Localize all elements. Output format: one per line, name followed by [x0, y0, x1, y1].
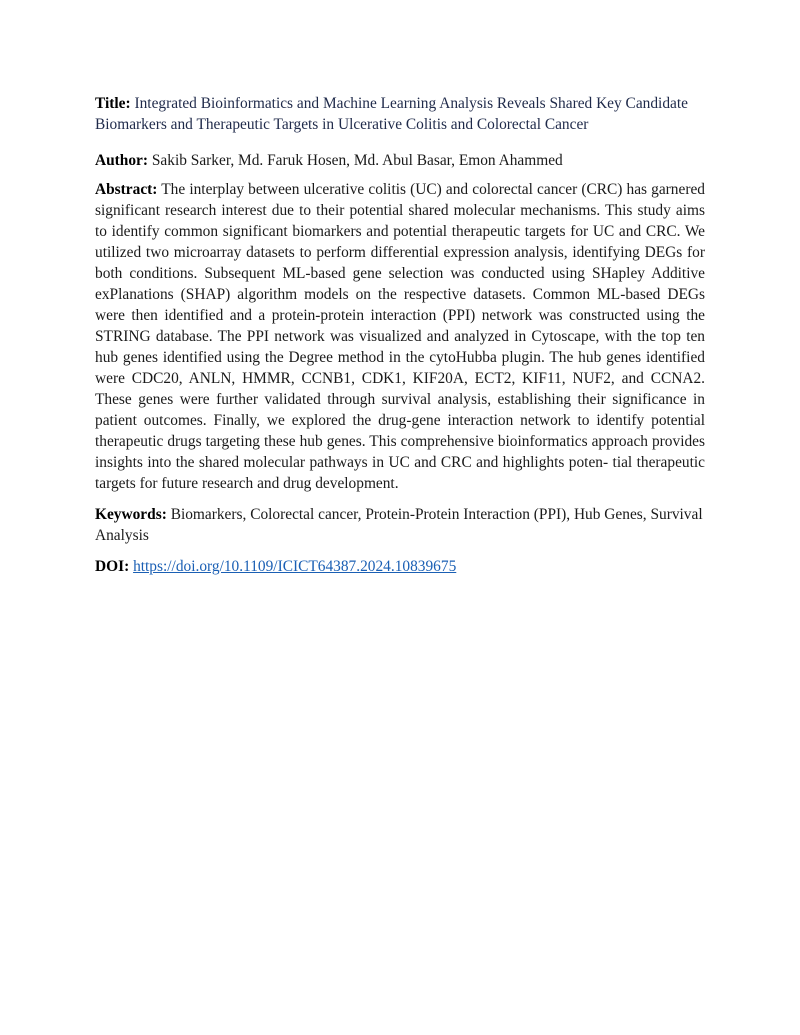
author-block [95, 150, 705, 171]
title-label: Title: [95, 95, 131, 112]
keywords-text: Biomarkers, Colorectal cancer, Protein-Protein Interaction (PPI), Hub Genes, Survival Analysis [95, 506, 703, 544]
doi-link[interactable]: https://doi.org/10.1109/ICICT64387.2024.10839675 [133, 558, 457, 575]
abstract-label: Abstract: [95, 181, 158, 198]
doi-block [95, 556, 705, 577]
doi-label: DOI: [95, 558, 130, 575]
abstract-text: The interplay between ulcerative colitis (UC) and colorectal cancer (CRC) has garnered significant research interest due to their potential shared molecular mechanisms. This study aims to identify common significant biomarkers and potential therapeutic targets for UC and CRC. We utilized two microarray datasets to perform differential expression analysis, identifying DEGs for both conditions. Subsequent ML-based gene selection was conducted using SHapley Additive exPlanations (SHAP) algorithm models on the respective datasets. Common ML-based DEGs were then identified and a protein-protein interaction (PPI) network was constructed using the STRING database. The PPI network was visualized and analyzed in Cytoscape, with the top ten hub genes identified using the Degree method in the cytoHubba plugin. The hub genes identified were CDC20, ANLN, HMMR, CCNB1, CDK1, KIF20A, ECT2, KIF11, NUF2, and CCNA2. These genes were further validated through survival analysis, establishing their significance in patient outcomes. Finally, we explored the drug-gene interaction network to identify potential therapeutic drugs targeting these hub genes. This comprehensive bioinformatics approach provides insights into the shared molecular pathways in UC and CRC and highlights poten- tial therapeutic targets for future research and drug development. [95, 181, 705, 492]
abstract-block [95, 179, 705, 494]
title-block [95, 93, 705, 135]
title-text: Integrated Bioinformatics and Machine Learning Analysis Reveals Shared Key Candidate Biomarkers and Therapeutic Targets in Ulcerative Colitis and Colorectal Cancer [95, 95, 688, 133]
keywords-block [95, 504, 705, 546]
author-label: Author: [95, 152, 149, 169]
keywords-label: Keywords: [95, 506, 167, 523]
document-page [95, 93, 705, 577]
author-names: Sakib Sarker, Md. Faruk Hosen, Md. Abul Basar, Emon Ahammed [151, 152, 563, 169]
